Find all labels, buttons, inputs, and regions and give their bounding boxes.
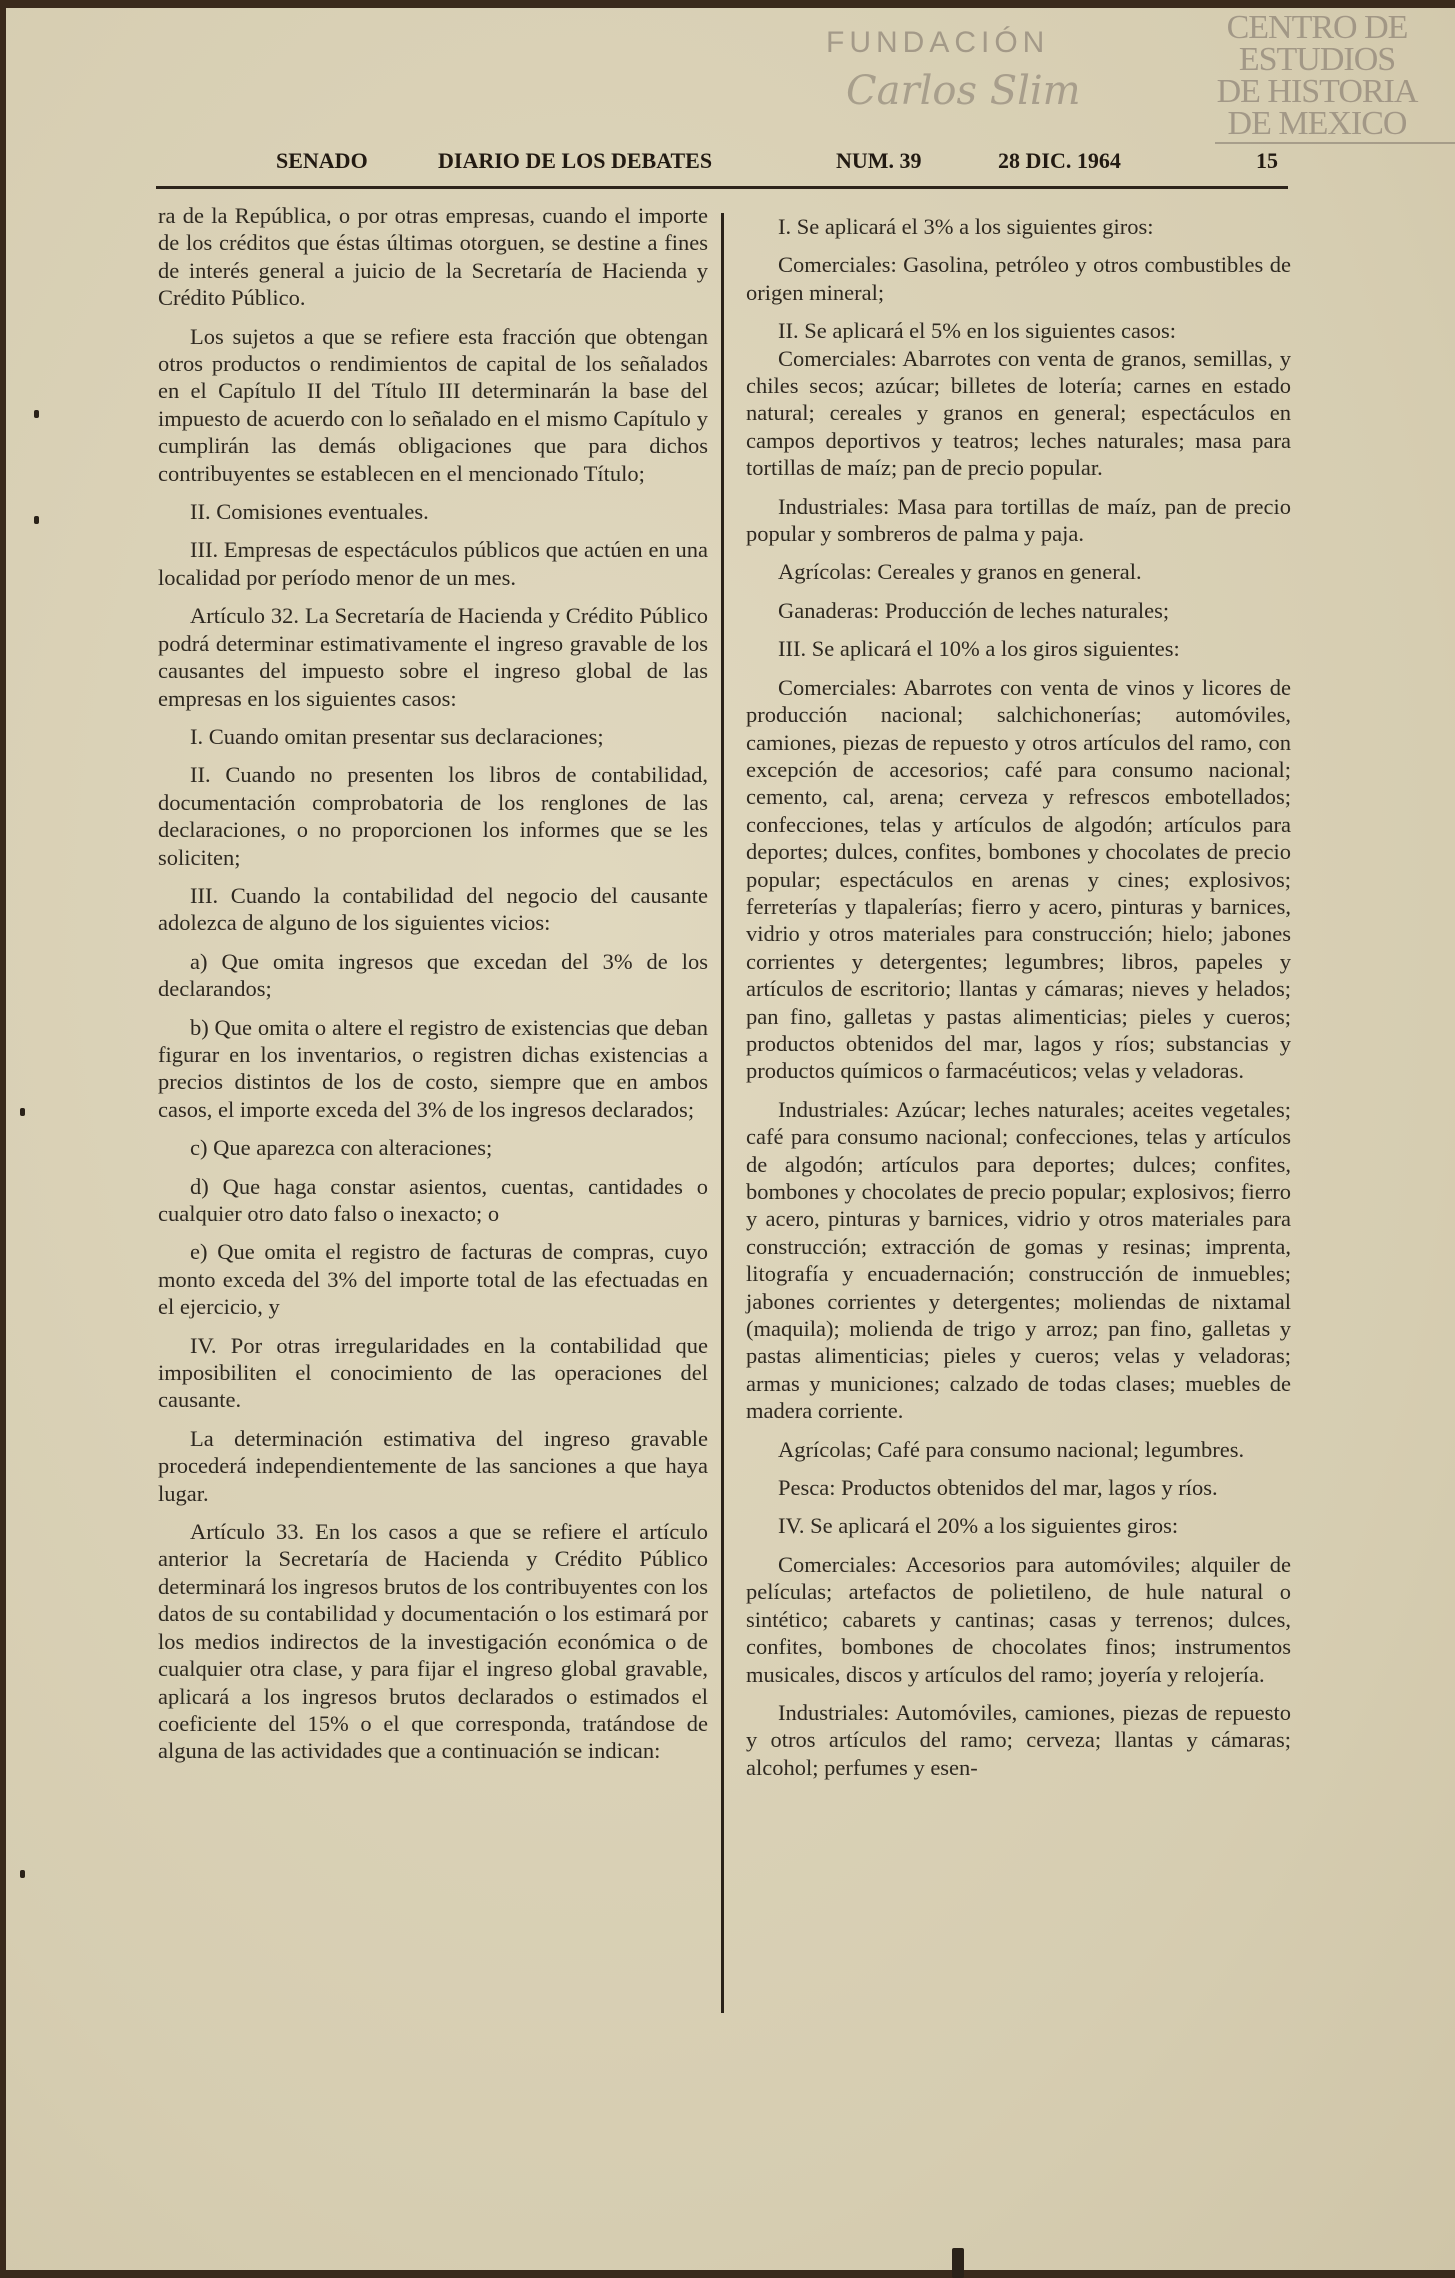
paragraph: III. Cuando la contabilidad del negocio del causante adolezca de alguno de los siguientes vicios: (158, 882, 708, 936)
watermark-signature: Carlos Slim (846, 68, 1081, 114)
header-date: 28 DIC. 1964 (998, 148, 1121, 173)
scanned-page (6, 8, 1455, 2270)
watermark-line: DE HISTORIA (1216, 73, 1418, 110)
watermark-line: ESTUDIOS (1238, 41, 1396, 78)
paragraph: Agrícolas: Cereales y granos en general. (778, 559, 1142, 585)
paragraph: ra de la República, o por otras empresas, cuando el importe de los créditos que éstas últimas otorguen, se destine a fines de interés general a juicio de la Secretaría de Hacienda y Crédito Público. (158, 203, 708, 311)
paragraph: Comerciales: Accesorios para automóviles; alquiler de películas; artefactos de polietileno, de hule natural o sintético; cabarets y cantinas; casas y terrenos; dulces, confites, bombones de chocolates finos; instrumentos musicales, discos y artículos del ramo; joyería y relojería. (746, 1551, 1291, 1687)
margin-mark (20, 1108, 25, 1116)
paragraph: III. Empresas de espectáculos públicos que actúen en una localidad por período menor de un mes. (158, 537, 708, 590)
paragraph: c) Que aparezca con alteraciones; (190, 1135, 493, 1161)
paragraph: II. Se aplicará el 5% en los siguientes casos: (778, 318, 1177, 344)
paragraph: Comerciales: Abarrotes con venta de granos, semillas, y chiles secos; azúcar; billetes de lotería; carnes en estado natural; cereales y granos en general; espectáculos en campos deportivos y teatros; leches naturales; masa para tortillas de maíz; pan de precio popular. (746, 345, 1291, 481)
paragraph: IV. Por otras irregularidades en la contabilidad que imposibiliten el conocimiento de las operaciones del causante. (158, 1332, 708, 1413)
watermark-line: CENTRO DE (1226, 9, 1408, 46)
paragraph: Artículo 32. La Secretaría de Hacienda y Crédito Público podrá determinar estimativamente el ingreso gravable de los causantes del impuesto sobre el ingreso global de las empresas en los siguientes casos: (158, 603, 708, 711)
watermark-fundacion: FUNDACIÓN (826, 26, 1050, 59)
paragraph: I. Cuando omitan presentar sus declaraciones; (190, 723, 604, 749)
watermark-divider (1215, 142, 1455, 144)
paragraph: Industriales: Azúcar; leches naturales; aceites vegetales; café para consumo nacional; confecciones, telas y artículos de algodón; artículos para deportes; dulces; confites, bombones y chocolates de precio popular; explosivos; fierro y acero, pinturas y barnices, vidrio y otros materiales para construcción; extracción de gomas y resinas; imprenta, litografía y encuadernación; construcción de inmuebles; jabones corrientes y detergentes; moliendas de nixtamal (maquila); molienda de trigo y arroz; pan fino, galletas y pastas alimenticias; pieles y cueros; velas y veladoras; armas y municiones; calzado de todas clases; muebles de madera corriente. (746, 1096, 1291, 1424)
paragraph: e) Que omita el registro de facturas de compras, cuyo monto exceda del 3% del importe total de las efectuadas en el ejercicio, y (158, 1239, 708, 1320)
page-header (6, 148, 1455, 178)
paragraph: Los sujetos a que se refiere esta fracción que obtengan otros productos o rendimientos de capital de los señalados en el Capítulo II del Título III determinarán la base del impuesto de acuerdo con lo señalado en el mismo Capítulo y cumplirán las demás obligaciones que para dichos contribuyentes se establecen en el mencionado Título; (158, 323, 708, 486)
paragraph: III. Se aplicará el 10% a los giros siguientes: (778, 636, 1180, 662)
paragraph: Industriales: Automóviles, camiones, piezas de repuesto y otros artículos del ramo; cerveza; llantas y cámaras; alcohol; perfumes y esen- (746, 1699, 1291, 1780)
margin-mark (34, 410, 39, 418)
paragraph: a) Que omita ingresos que excedan del 3% de los declarandos; (158, 948, 708, 1002)
paragraph: I. Se aplicará el 3% a los siguientes giros: (778, 214, 1154, 239)
column-divider (721, 213, 724, 2013)
paragraph: Comerciales: Gasolina, petróleo y otros combustibles de origen mineral; (746, 252, 1291, 305)
paragraph: La determinación estimativa del ingreso gravable procederá independientemente de las sanciones a que haya lugar. (158, 1425, 708, 1506)
header-section: SENADO (276, 148, 368, 173)
watermark-centro-estudios-historia (1207, 9, 1427, 142)
watermark-line: DE MEXICO (1227, 105, 1407, 142)
paragraph: Industriales: Masa para tortillas de maíz, pan de precio popular y sombreros de palma y paja. (746, 493, 1291, 547)
paragraph: Artículo 33. En los casos a que se refiere el artículo anterior la Secretaría de Hacienda y Crédito Público determinará los ingresos brutos de los contribuyentes con los datos de su contabilidad y documentación o los estimará por los medios indirectos de la investigación económica o de cualquier otra clase, y para fijar el ingreso global gravable, aplicará a los ingresos brutos declarados o estimados el coeficiente del 15% o el que corresponda, tratándose de alguna de las actividades que a continuación se indican: (158, 1519, 708, 1764)
paragraph: Ganaderas: Producción de leches naturales; (778, 597, 1170, 623)
left-column (158, 202, 708, 1776)
paragraph: Pesca: Productos obtenidos del mar, lagos y ríos. (778, 1475, 1218, 1501)
paragraph: II. Cuando no presenten los libros de contabilidad, documentación comprobatoria de los renglones de las declaraciones, o no proporcionen los informes que se les soliciten; (158, 762, 708, 870)
header-publication: DIARIO DE LOS DEBATES (438, 148, 713, 173)
paragraph: d) Que haga constar asientos, cuentas, cantidades o cualquier otro dato falso o inexacto; o (158, 1173, 708, 1226)
paragraph: Comerciales: Abarrotes con venta de vinos y licores de producción nacional; salchichonerías; automóviles, camiones, piezas de repuesto y otros artículos del ramo, con excepción de accesorios; café para consumo nacional; cemento, cal, arena; cerveza y refrescos embotellados; confecciones, telas y artículos de algodón; artículos para deportes; dulces, confites, bombones y chocolates de precio popular; espectáculos en arenas y cines; explosivos; ferreterías y tlapalerías; fierro y acero, pinturas y barnices, vidrio y otros materiales para construcción; hielo; jabones corrientes y detergentes; legumbres; libros, papeles y artículos de escritorio; llantas y cámaras; nieves y helados; pan fino, galletas y pastas alimenticias; pieles y cueros; productos obtenidos del mar, lagos y ríos; substancias y productos químicos o farmacéuticos; velas y veladoras. (746, 674, 1291, 1084)
margin-mark (20, 1870, 25, 1878)
paragraph: Agrícolas; Café para consumo nacional; legumbres. (778, 1436, 1245, 1462)
paragraph: b) Que omita o altere el registro de existencias que deban figurar en los inventarios, o registren dichas existencias a precios distintos de los de costo, siempre que en ambos casos, el importe exceda del 3% de los ingresos declarados; (158, 1014, 708, 1122)
margin-mark (34, 516, 39, 524)
paragraph: II. Comisiones eventuales. (190, 499, 429, 525)
header-rule (156, 186, 1288, 189)
paragraph: IV. Se aplicará el 20% a los siguientes giros: (778, 1513, 1179, 1539)
right-column (746, 213, 1291, 1792)
header-page-number: 15 (1256, 148, 1278, 173)
header-number: NUM. 39 (836, 148, 922, 173)
